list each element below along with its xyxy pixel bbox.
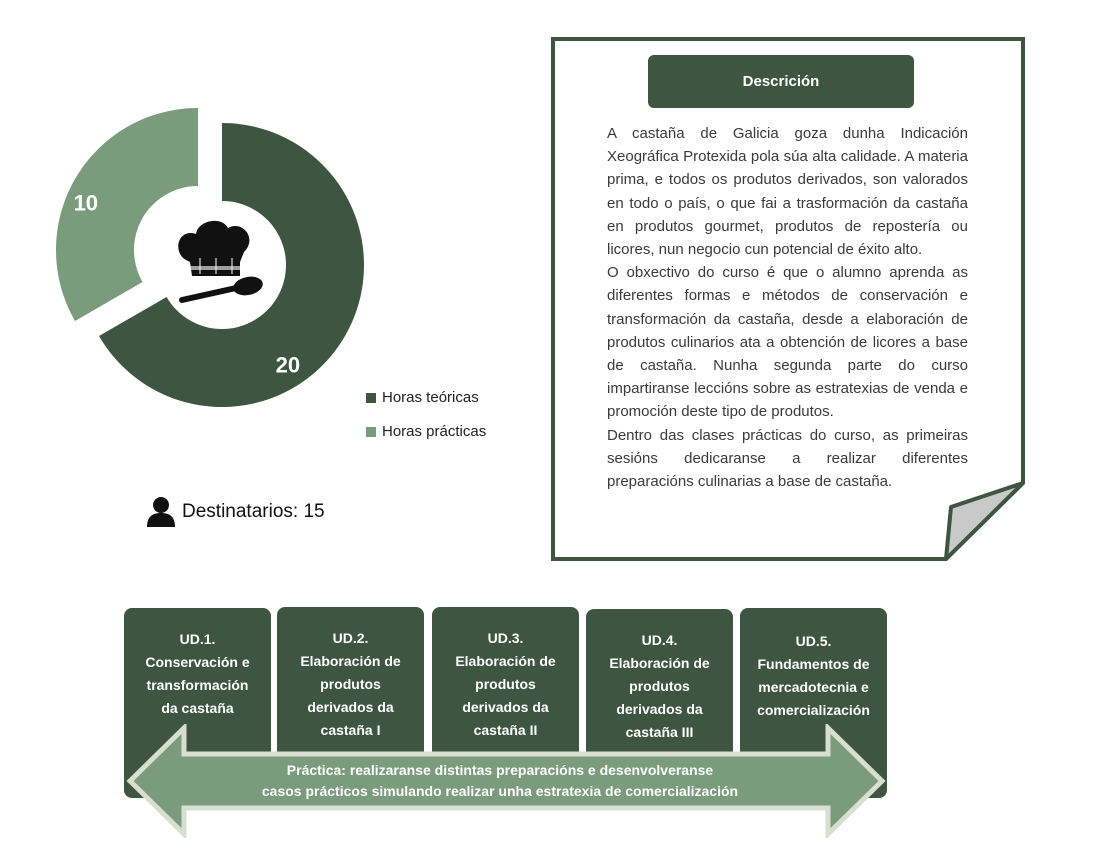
practice-line-2: casos prácticos simulando realizar unha estratexia de comercialización: [261, 783, 739, 799]
description-paragraph-1: A castaña de Galicia goza dunha Indicación Xeográfica Protexida pola súa alta calidade. A materia prima, e todos os produtos derivados, son valorados en todo o país, o que fai a trasformación da castaña en produtos gourmet, produtos de repostería ou licores, nun negocio cun potencial de éxito alto.: [607, 125, 968, 259]
legend-item-practicas: [366, 423, 486, 440]
unit-code: UD.3.: [487, 630, 524, 646]
user-icon: [146, 496, 176, 528]
practice-text: [200, 760, 800, 802]
unit-title: Fundamentos de mercadotecnia e comercialización: [757, 656, 870, 718]
unit-code: UD.4.: [641, 632, 678, 648]
donut-chart: [0, 0, 380, 420]
practice-line-1: Práctica: realizaranse distintas preparacións e desenvolveranse: [286, 762, 714, 778]
chef-hat-spoon-icon: [178, 221, 264, 300]
legend-item-teoricas: [366, 389, 479, 406]
unit-code: UD.1.: [179, 631, 216, 647]
unit-title: Elaboración de produtos derivados da castaña II: [455, 653, 556, 738]
unit-title: Elaboración de produtos derivados da castaña III: [609, 655, 710, 740]
description-paragraph-2: O obxectivo do curso é que o alumno aprenda as diferentes formas e métodos de conservación e transformación da castaña, desde a elaboración de produtos culinarios ata a obtención de licores a base de castaña. Nunha segunda parte do curso impartiranse leccións sobre as estratexias de venda e promoción deste tipo de produtos.: [607, 264, 968, 421]
destinatarios: [146, 496, 325, 528]
legend-swatch-practicas: [366, 427, 376, 437]
destinatarios-label: Destinatarios: 15: [182, 501, 325, 522]
legend-label-teoricas: Horas teóricas: [382, 389, 479, 406]
legend-label-practicas: Horas prácticas: [382, 423, 487, 440]
description-panel: [551, 37, 1027, 563]
description-text: [607, 122, 968, 493]
legend-swatch-teoricas: [366, 393, 376, 403]
description-paragraph-3: Dentro das clases prácticas do curso, as primeiras sesións dedicaranse a realizar diferentes preparacións culinarias a base de castaña.: [607, 426, 968, 491]
donut-data-label-2: 10: [73, 190, 99, 216]
unit-code: UD.5.: [795, 633, 832, 649]
description-title: Descrición: [648, 55, 914, 108]
unit-title: Conservación e transformación da castaña: [145, 654, 250, 716]
donut-data-label-1: 20: [275, 352, 301, 378]
unit-code: UD.2.: [332, 630, 369, 646]
unit-title: Elaboración de produtos derivados da castaña I: [300, 653, 401, 738]
